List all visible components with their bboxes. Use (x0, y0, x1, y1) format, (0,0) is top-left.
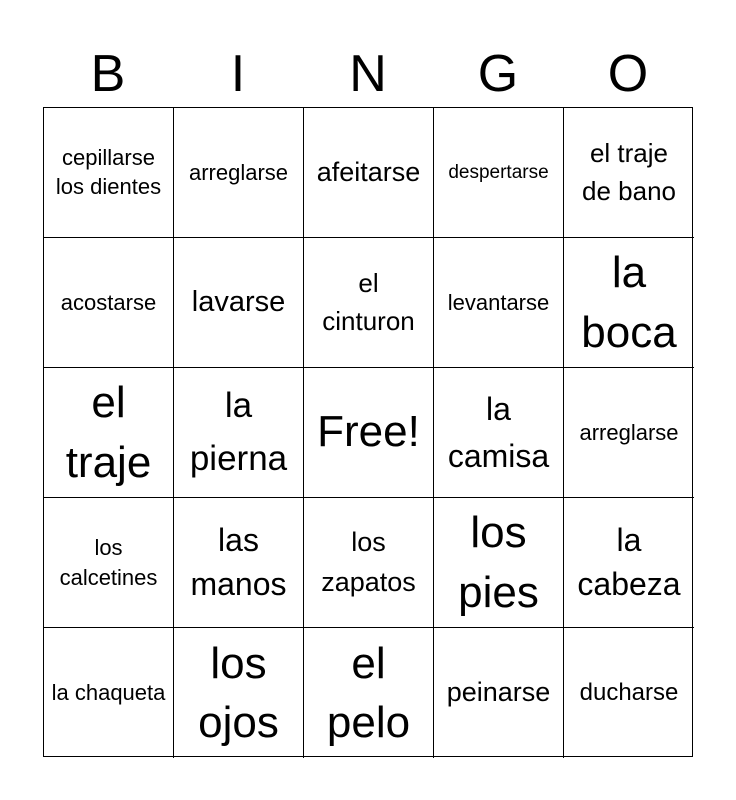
header-letter-b: B (90, 45, 126, 103)
bingo-cell[interactable]: las manos (174, 498, 304, 628)
bingo-cell[interactable]: peinarse (434, 628, 564, 758)
bingo-cell[interactable]: la cabeza (564, 498, 694, 628)
header-letter-o: O (607, 45, 649, 103)
bingo-cell[interactable]: cepillarse los dientes (44, 108, 174, 238)
bingo-cell[interactable]: el traje (44, 368, 174, 498)
bingo-cell[interactable]: el pelo (304, 628, 434, 758)
bingo-cell[interactable]: arreglarse (174, 108, 304, 238)
bingo-cell[interactable]: la chaqueta (44, 628, 174, 758)
bingo-cell[interactable]: la boca (564, 238, 694, 368)
bingo-cell[interactable]: acostarse (44, 238, 174, 368)
bingo-cell[interactable]: afeitarse (304, 108, 434, 238)
bingo-header (43, 42, 693, 106)
bingo-cell[interactable]: lavarse (174, 238, 304, 368)
bingo-cell[interactable]: el traje de bano (564, 108, 694, 238)
bingo-cell[interactable]: ducharse (579, 679, 679, 707)
bingo-cell[interactable]: la camisa (434, 368, 564, 498)
header-letter-g: G (477, 45, 519, 103)
bingo-cell[interactable]: la pierna (174, 368, 304, 498)
bingo-cell[interactable]: los pies (434, 498, 564, 628)
bingo-cell[interactable]: los ojos (174, 628, 304, 758)
free-space[interactable]: Free! (304, 368, 434, 498)
bingo-grid (43, 107, 693, 757)
bingo-cell[interactable]: levantarse (434, 238, 564, 368)
bingo-cell[interactable]: los calcetines (44, 498, 174, 628)
bingo-cell[interactable]: arreglarse (564, 368, 694, 498)
header-letter-i: I (230, 45, 246, 103)
bingo-cell[interactable]: el cinturon (304, 238, 434, 368)
bingo-cell[interactable]: despertarse (434, 108, 564, 238)
bingo-cell[interactable]: los zapatos (304, 498, 434, 628)
header-letter-n: N (349, 45, 387, 103)
